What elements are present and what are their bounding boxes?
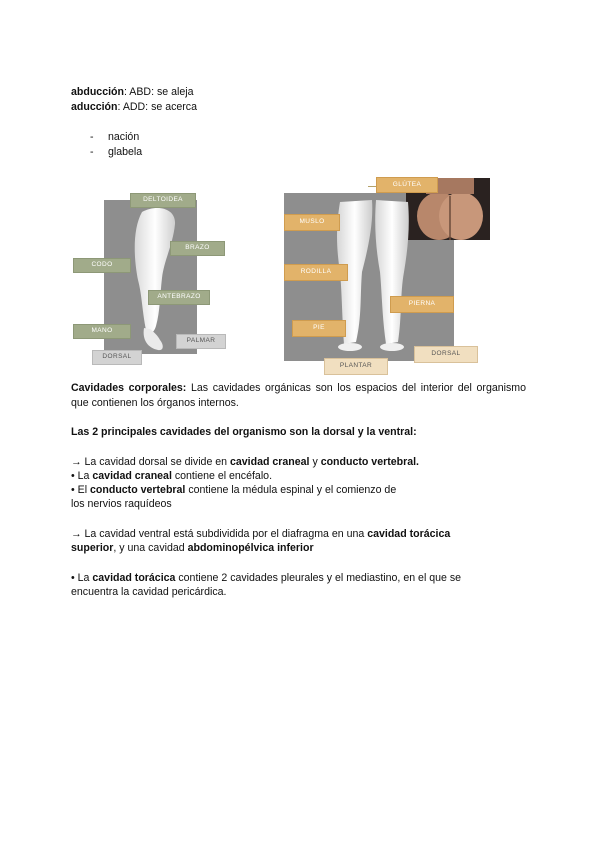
label-pie: PIE (292, 320, 346, 337)
label-codo: CODO (73, 258, 131, 273)
definition-aduccion (71, 100, 197, 115)
definition-abduccion (71, 85, 193, 100)
ventral-line-2: superior, y una cavidad abdominopélvica inferior (71, 542, 314, 554)
dorsal-line-4: los nervios raquídeos (71, 498, 172, 510)
paragraph-cavidades-corporales (71, 381, 526, 410)
label-dorsal-leg: DORSAL (414, 346, 478, 363)
list-item-nacion: nación (108, 131, 140, 143)
label-plantar: PLANTAR (324, 358, 388, 375)
list-item: - (90, 146, 94, 158)
ventral-line-1: → La cavidad ventral está subdividida por el diafragma en una cavidad torácica (71, 528, 451, 540)
label-palmar: PALMAR (176, 334, 226, 349)
dorsal-line-2: • La cavidad craneal contiene el encéfalo. (71, 470, 273, 482)
label-brazo: BRAZO (170, 241, 225, 256)
label-glutea: GLÚTEA (376, 177, 438, 193)
definition-aduccion-text: : ADD: se acerca (117, 101, 197, 113)
list-item: - (90, 131, 94, 143)
definition-abduccion-text: : ABD: se aleja (123, 86, 194, 98)
label-antebrazo: ANTEBRAZO (148, 290, 210, 305)
label-deltoidea: DELTOIDEA (130, 193, 196, 208)
heading-principales-cavidades: Las 2 principales cavidades del organismo son la dorsal y la ventral: (71, 426, 417, 438)
toracica-line-2: encuentra la cavidad pericárdica. (71, 586, 227, 598)
label-pierna: PIERNA (390, 296, 454, 313)
toracica-line-1: • La cavidad torácica contiene 2 cavidades pleurales y el mediastino, en el que se (71, 572, 462, 584)
label-rodilla: RODILLA (284, 264, 348, 281)
dorsal-line-1: → La cavidad dorsal se divide en cavidad craneal y conducto vertebral. (71, 456, 419, 468)
leg-figure (282, 176, 494, 372)
term-aduccion: aducción (71, 101, 118, 113)
term-abduccion: abducción (71, 86, 124, 98)
arm-figure (72, 190, 232, 366)
cavidades-corporales-text: Las cavidades orgánicas son los espacios del interior del organismo que contienen los órganos internos. (71, 382, 527, 409)
dorsal-line-3: • El conducto vertebral contiene la médula espinal y el comienzo de (71, 484, 397, 496)
list-item-glabela: glabela (108, 146, 143, 158)
heading-cavidades-corporales: Cavidades corporales: (71, 382, 187, 394)
label-muslo: MUSLO (284, 214, 340, 231)
label-dorsal-arm: DORSAL (92, 350, 142, 365)
label-mano: MANO (73, 324, 131, 339)
